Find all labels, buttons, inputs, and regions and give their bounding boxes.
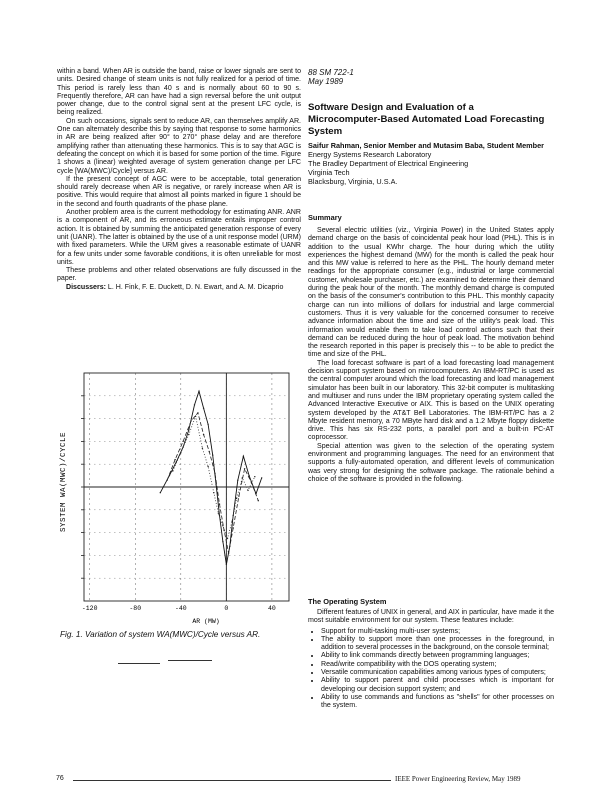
data-point xyxy=(222,541,223,542)
left-paragraph-1: within a band. When AR is outside the band, raise or lower signals are sent to units. Desired change of steam units is not fully realized for a period of time. This period is rarely less than 40 s and is normally about 60 to 90 s. Frequently therefore, AR can have had a sign reversal before the unit output power change, due to the control signal sent at the present LFC cycle, is being realized. xyxy=(57,68,301,117)
data-point xyxy=(169,475,170,476)
chart-series xyxy=(160,391,263,566)
data-point xyxy=(194,404,195,405)
summary-heading: Summary xyxy=(308,213,342,222)
series-line xyxy=(160,391,261,564)
data-point xyxy=(233,515,234,516)
data-point xyxy=(195,416,196,417)
x-axis-label: AR (MW) xyxy=(192,618,220,625)
list-item: • Versatile communication capabilities among various types of computers; xyxy=(321,669,554,677)
data-point xyxy=(222,525,223,526)
affiliation-2: The Bradley Department of Electrical Engineering xyxy=(308,158,469,168)
operating-system-body xyxy=(308,609,554,711)
x-tick-label: -80 xyxy=(129,605,142,612)
footer-rule xyxy=(73,780,391,781)
affiliation-3: Virginia Tech xyxy=(308,167,350,177)
data-point xyxy=(213,492,214,493)
data-point xyxy=(198,391,199,392)
data-point xyxy=(207,466,208,467)
data-point xyxy=(227,538,228,539)
data-point xyxy=(174,459,175,460)
author-names: Saifur Rahman, Senior Member and Mutasim Baba, Student Member xyxy=(308,141,544,150)
list-item: • Read/write compatibility with the DOS operating system; xyxy=(321,661,554,669)
figure-1-chart xyxy=(54,367,304,629)
discussers-names: L. H. Fink, F. E. Duckett, D. N. Ewart, and A. M. Dicaprio xyxy=(105,283,284,291)
discussers-line xyxy=(57,284,301,292)
list-item: • Support for multi-tasking multi-user systems; xyxy=(321,628,554,636)
summary-paragraph-1: Several electric utilities (viz., Virginia Power) in the United States apply demand charge on the basis of coincidental peak hour load (PHL). This is in addition to the usual KWhr charge. The hour during which the utility experiences the highest demand (MW) for the month is called the peak hour and this MW value is referred to here as the PHL. The hourly demand meter readings for the appropriate consumer (e.g., industrial or large commercial customer, wholesale purchaser, etc.) are examined to determine their demand during the peak hour of the month. The monthly demand charge is computed on the basis of the consumer's contribution to this PHL. This monthly capacity charge can run into millions of dollars for industrial and large commercial customers. Thus it is very valuable for the concerned consumer to receive advance information about the time and size of the utility's peak load. This information would enable them to take load control actions such that their demand can be reduced during the hour of peak load. The motivation behind the research reported in this paper is precisely this -- to be able to predict the time and size of the PHL. xyxy=(308,227,554,359)
data-point xyxy=(237,480,238,481)
data-point xyxy=(233,527,234,528)
list-item: • Ability to support parent and child processes which is important for developing our decision support system; and xyxy=(321,677,554,694)
x-tick-label: -40 xyxy=(174,605,187,612)
data-point xyxy=(203,434,204,435)
data-point xyxy=(226,564,227,565)
data-point xyxy=(242,477,243,478)
summary-paragraph-3: Special attention was given to the selection of the operating system environment and programming languages. The need for an environment that supports a fully-automated operation, and different levels of communication was very strong for designing the software package. The rationale behind a choice of the software is provided in the following. xyxy=(308,442,554,483)
data-point xyxy=(197,412,198,413)
operating-system-intro: Different features of UNIX in general, and AIX in particular, have made it the most suitable environment for our system. These features include: xyxy=(308,609,554,625)
short-rule-2 xyxy=(168,660,212,661)
x-tick-label: 40 xyxy=(268,605,276,612)
chart-ticks xyxy=(81,396,276,612)
data-point xyxy=(182,441,183,442)
paper-title: Software Design and Evaluation of a Microcomputer-Based Automated Load Forecasting System xyxy=(308,102,545,137)
author-block xyxy=(308,142,554,187)
left-column xyxy=(57,68,301,292)
left-paragraph-4: Another problem area is the current methodology for estimating ANR. ANR is a component of AR, and its erroneous estimate entails improper control action. It is obtained by summing the anticipated generation response of every unit (UANR). The latter is obtained by the use of a unit response model (URM) with fixed parameters. While the URM gives a reasonable estimate of UANR for a few units under some favorable conditions, it is often unreliable for most units. xyxy=(57,209,301,266)
data-point xyxy=(209,451,210,452)
summary-paragraph-2: The load forecast software is part of a load forecasting load management decision support system based on microcomputers. An IBM-RT/PC is used as the central computer around which the load forecasting and load management simulator has been built in our laboratory. This 32-bit computer is multitasking and multiuser and runs under the IBM proprietary operating system called the Advanced Interactive Executive or AIX. This is based on the UNIX operating system developed by the AT&T Bell Laboratories. The IBM-RT/PC has a 2 Mbyte resident memory, a 70 MByte hard disk and a 1.2 Mbyte floppy diskette drive. This has six RS-232 ports, a parallel port and a built-in PC-AT coprocessor. xyxy=(308,359,554,442)
data-point xyxy=(228,552,229,553)
x-tick-label: 0 xyxy=(224,605,229,612)
data-point xyxy=(231,521,232,522)
left-paragraph-2: On such occasions, signals sent to reduce AR, can themselves amplify AR. One can alternately describe this by saying that response to some harmonics in AR are being realized after 90° to 270° phase delay and are therefore amplifying rather than attenuating these harmonics. This is to say that AGC is defeating the concept on which it is based for some portion of the time. Figure 1 shows a (linear) weighted average of system generation change per LFC cycle [WA(MWC)/Cycle] versus AR. xyxy=(57,117,301,175)
paper-id-block xyxy=(308,68,354,86)
feature-list xyxy=(308,628,554,711)
data-point xyxy=(254,476,255,477)
affiliation-1: Energy Systems Research Laboratory xyxy=(308,149,432,159)
figure-caption: Fig. 1. Variation of system WA(MWC)/Cycle versus AR. xyxy=(60,630,261,639)
journal-name: IEEE Power Engineering Review, May 1989 xyxy=(395,775,521,783)
data-point xyxy=(172,470,173,471)
data-point xyxy=(236,498,237,499)
list-item: • The ability to support more than one processes in the foreground, in addition to several processes in the background, on the console terminal; xyxy=(321,636,554,653)
left-paragraph-5: These problems and other related observations are fully discussed in the paper. xyxy=(57,267,301,283)
data-point xyxy=(219,503,220,504)
data-point xyxy=(261,477,262,478)
data-point xyxy=(243,456,244,457)
data-point xyxy=(238,495,239,496)
data-point xyxy=(244,468,245,469)
summary-body xyxy=(308,227,554,484)
data-point xyxy=(218,513,219,514)
left-paragraph-3: If the present concept of AGC were to be acceptable, total generation should rarely decrease when AR is negative, or rarely increase when AR is positive. This would require that almost all points marked in figure 1 should be in the second and fourth quadrants of the phase plane. xyxy=(57,175,301,208)
data-point xyxy=(215,484,216,485)
operating-system-heading: The Operating System xyxy=(308,597,387,606)
data-point xyxy=(166,480,167,481)
data-point xyxy=(188,429,189,430)
paper-date: May 1989 xyxy=(308,77,344,86)
x-tick-label: -120 xyxy=(81,605,98,612)
list-item: • Ability to use commands and functions as "shells" for other processes on the system. xyxy=(321,694,554,711)
data-point xyxy=(160,492,161,493)
data-point xyxy=(188,434,189,435)
data-point xyxy=(203,408,204,409)
data-point xyxy=(247,490,248,491)
paper-id: 88 SM 722-1 xyxy=(308,68,354,77)
data-point xyxy=(212,454,213,455)
affiliation-4: Blacksburg, Virginia, U.S.A. xyxy=(308,176,398,186)
data-point xyxy=(258,500,259,501)
data-point xyxy=(180,452,181,453)
discussers-label: Discussers: xyxy=(66,283,106,291)
short-rule-1 xyxy=(118,663,160,664)
data-point xyxy=(190,420,191,421)
y-axis-label: SYSTEM WA(MWC)/CYCLE xyxy=(60,431,68,533)
data-point xyxy=(214,473,215,474)
data-point xyxy=(202,448,203,449)
data-point xyxy=(207,424,208,425)
list-item: • Ability to link commands directly between programming languages; xyxy=(321,652,554,660)
data-point xyxy=(219,515,220,516)
page-number: 76 xyxy=(56,775,64,782)
